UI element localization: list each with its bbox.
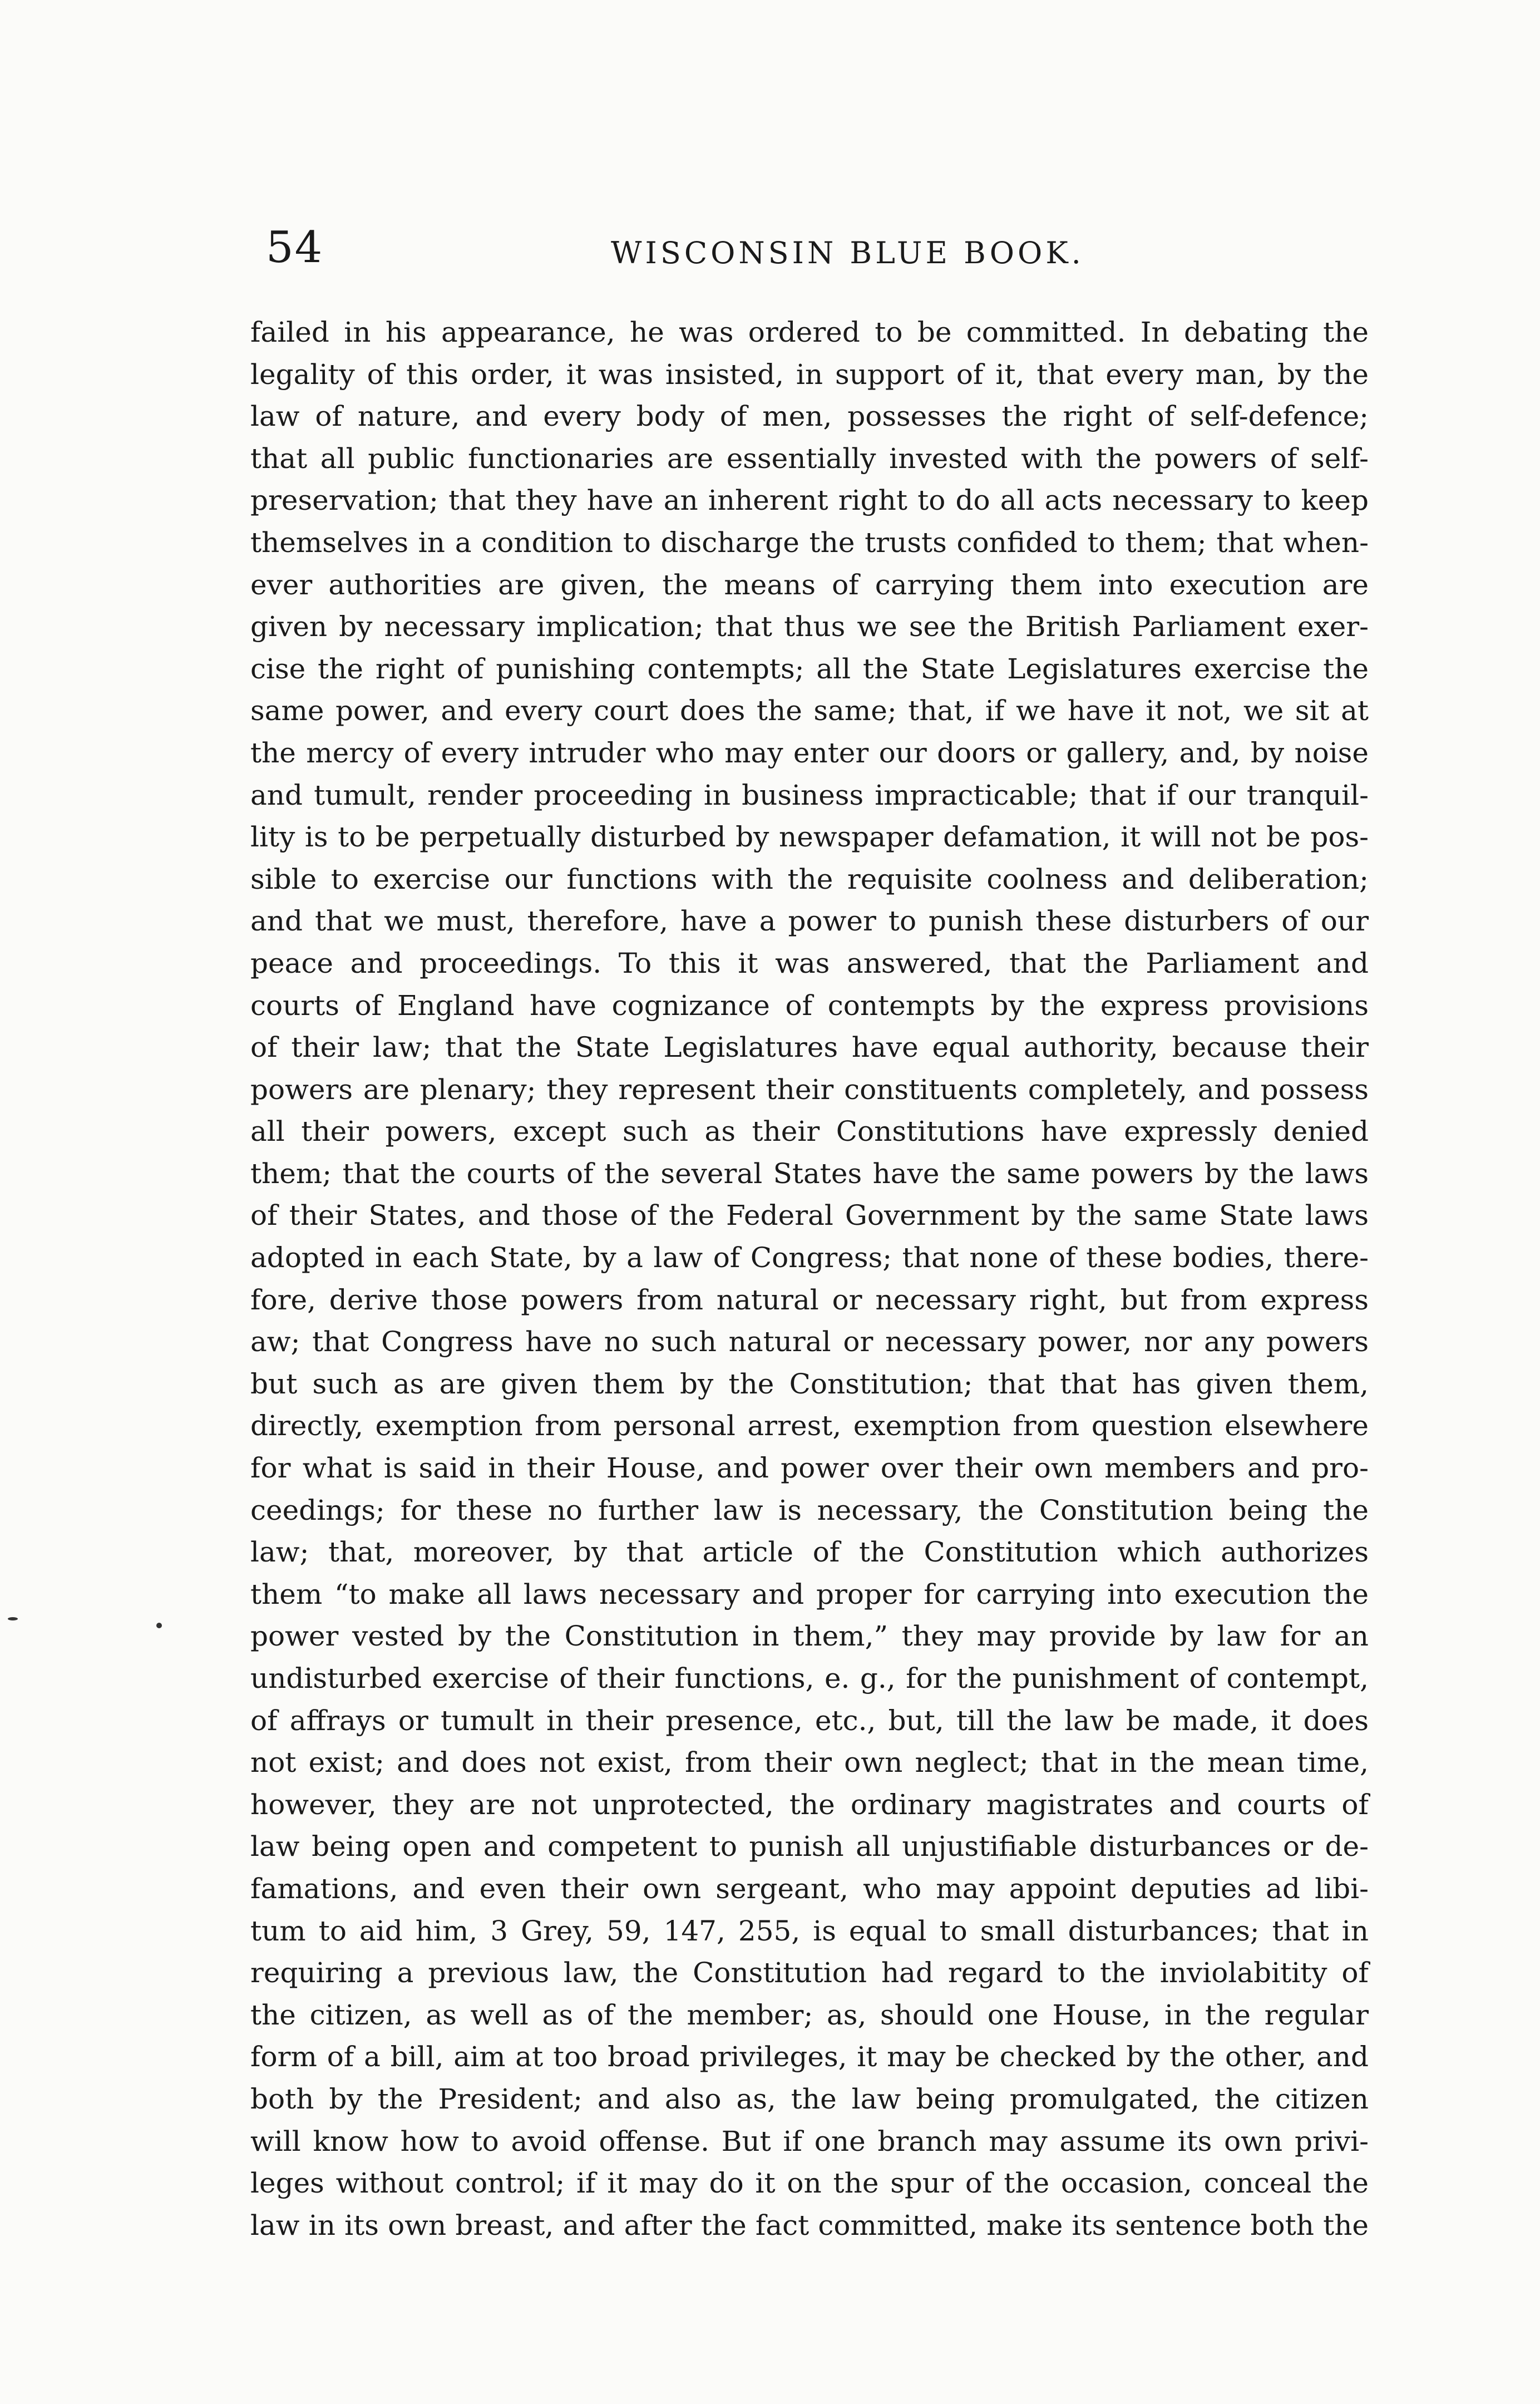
text-line: aw; that Congress have no such natural or necessary power, nor any powers [250,1326,1369,1358]
text-line: ever authorities are given, the means of carrying them into execution are [250,568,1369,601]
text-line: will know how to avoid offense. But if one branch may assume its own privi- [250,2125,1369,2157]
text-line: law of nature, and every body of men, possesses the right of self-defence; [250,400,1369,433]
text-line: for what is said in their House, and power over their own members and pro- [250,1452,1369,1485]
text-line: them “to make all laws necessary and proper for carrying into execution the [250,1578,1369,1610]
text-line: failed in his appearance, he was ordered to be committed. In debating the [250,316,1369,348]
text-line: directly, exemption from personal arrest, exemption from question elsewhere [250,1410,1369,1442]
page-number: 54 [266,223,324,273]
running-header [266,217,1379,278]
text-line: cise the right of punishing contempts; all the State Legislatures exercise the [250,652,1369,685]
text-line: of affrays or tumult in their presence, etc., but, till the law be made, it does [250,1704,1369,1737]
text-line: powers are plenary; they represent their constituents completely, and possess [250,1073,1369,1106]
text-line: themselves in a condition to discharge the trusts confided to them; that when- [250,526,1369,559]
text-line: of their law; that the State Legislatures have equal authority, because their [250,1031,1369,1064]
text-line: form of a bill, aim at too broad privileges, it may be checked by the other, and [250,2041,1369,2073]
text-line: same power, and every court does the same; that, if we have it not, we sit at [250,694,1369,727]
text-line: courts of England have cognizance of contempts by the express provisions [250,989,1369,1022]
text-line: law in its own breast, and after the fact committed, make its sentence both the [250,2209,1369,2242]
text-line: power vested by the Constitution in them,” they may provide by law for an [250,1620,1369,1653]
text-line: peace and proceedings. To this it was answered, that the Parliament and [250,947,1369,979]
text-line: sible to exercise our functions with the requisite coolness and deliberation; [250,863,1369,895]
text-line: and that we must, therefore, have a power to punish these disturbers of our [250,905,1369,938]
text-line: both by the President; and also as, the law being promulgated, the citizen [250,2082,1369,2115]
text-line: legality of this order, it was insisted, in support of it, that every man, by the [250,358,1369,391]
text-line: that all public functionaries are essentially invested with the powers of self- [250,442,1369,475]
text-line: adopted in each State, by a law of Congress; that none of these bodies, there- [250,1242,1369,1274]
text-line: the citizen, as well as of the member; as, should one House, in the regular [250,1998,1369,2031]
text-line: of their States, and those of the Federal Government by the same State laws [250,1199,1369,1232]
text-line: lity is to be perpetually disturbed by newspaper defamation, it will not be pos- [250,821,1369,854]
text-line: them; that the courts of the several States have the same powers by the laws [250,1157,1369,1190]
text-line: famations, and even their own sergeant, who may appoint deputies ad libi- [250,1872,1369,1905]
text-line: ceedings; for these no further law is necessary, the Constitution being the [250,1494,1369,1526]
scan-mark [156,1623,162,1628]
text-line: all their powers, except such as their Constitutions have expressly denied [250,1115,1369,1148]
text-line: however, they are not unprotected, the ordinary magistrates and courts of [250,1788,1369,1821]
text-line: law being open and competent to punish all unjustifiable disturbances or de- [250,1830,1369,1863]
text-line: preservation; that they have an inherent right to do all acts necessary to keep [250,484,1369,517]
text-line: but such as are given them by the Constitution; that that has given them, [250,1367,1369,1400]
text-line: given by necessary implication; that thus we see the British Parliament exer- [250,610,1369,643]
text-line: requiring a previous law, the Constitution had regard to the inviolabitity of [250,1957,1369,1989]
text-line: tum to aid him, 3 Grey, 59, 147, 255, is equal to small disturbances; that in [250,1914,1369,1947]
text-line: leges without control; if it may do it on the spur of the occasion, conceal the [250,2167,1369,2200]
body-text [250,312,1369,2247]
text-line: law; that, moreover, by that article of the Constitution which authorizes [250,1536,1369,1569]
text-line: fore, derive those powers from natural or necessary right, but from express [250,1283,1369,1316]
text-line: not exist; and does not exist, from their own neglect; that in the mean time, [250,1746,1369,1779]
text-line: undisturbed exercise of their functions, e. g., for the punishment of contempt, [250,1662,1369,1694]
scan-mark [8,1617,18,1620]
text-line: the mercy of every intruder who may enter our doors or gallery, and, by noise [250,736,1369,769]
text-line: and tumult, render proceeding in business impracticable; that if our tranquil- [250,779,1369,811]
running-title: WISCONSIN BLUE BOOK. [611,235,1084,270]
